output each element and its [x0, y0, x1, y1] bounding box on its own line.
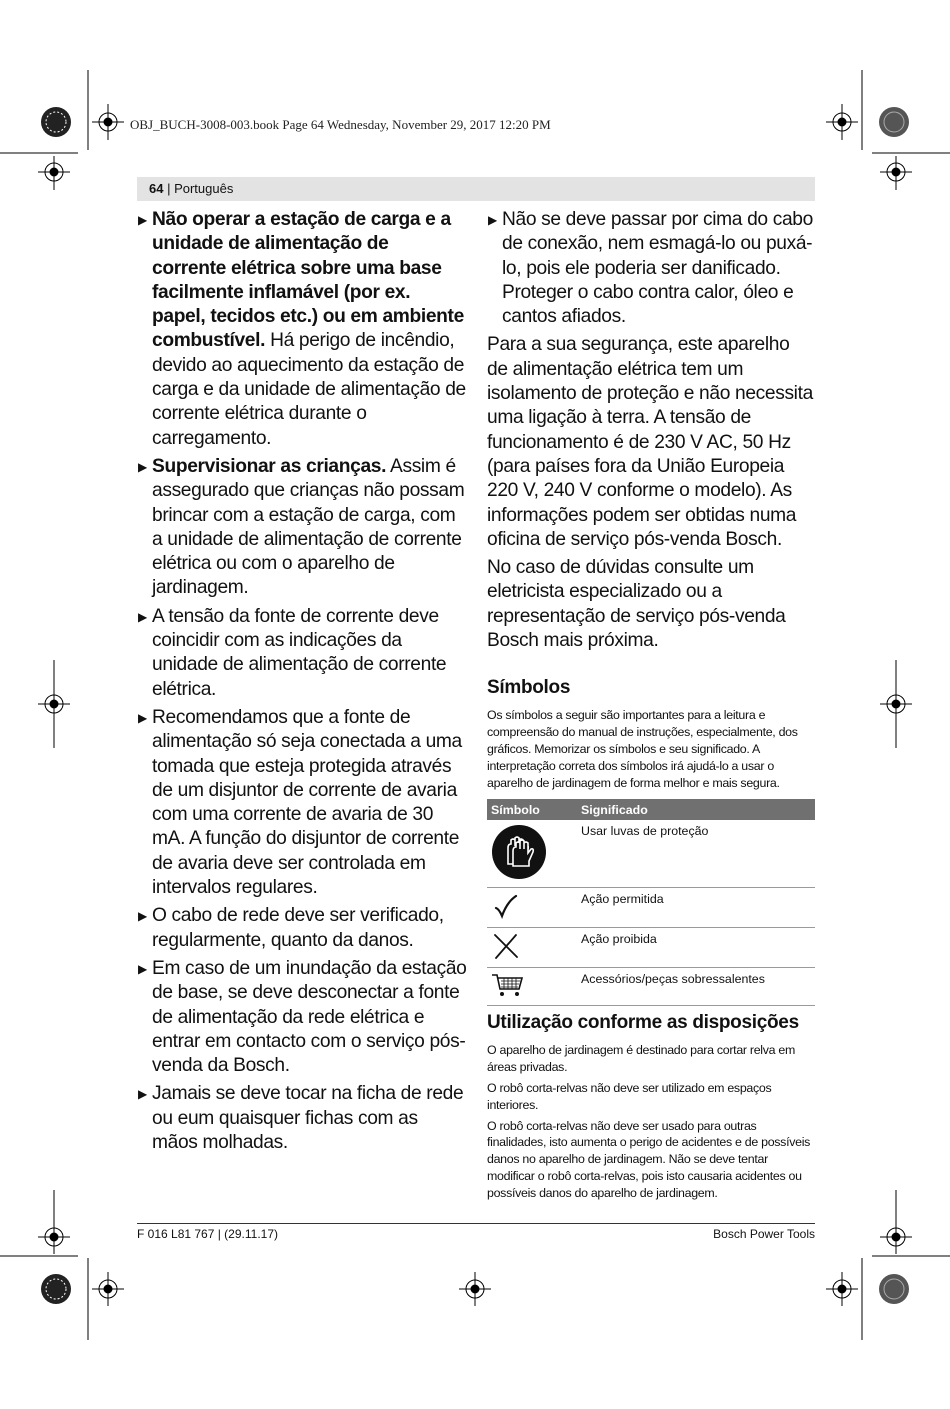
bullet-arrow-icon: ▶	[138, 609, 147, 624]
symbols-intro: Os símbolos a seguir são importantes para a leitura e compreensão do manual de instruções, especialmente, dos gráficos. Memorizar os símbolos e seu significado. A interpretação correta dos símbolos irá ajudá-lo a usar o aparelho de jardinagem de forma melhor e mais segura.	[487, 708, 798, 790]
bullet-text: Há perigo de incêndio, devido ao aquecimento da estação de carga e da unidade de alimentação de corrente elétrica durante o carregamento.	[152, 330, 466, 449]
table-row	[487, 888, 815, 928]
bullet-text: A tensão da fonte de corrente deve coincidir com as indicações da unidade de alimentação de corrente elétrica.	[152, 605, 447, 700]
bullet-text: Não se deve passar por cima do cabo de conexão, nem esmagá-lo ou puxá-lo, pois ele poderia ser danificado. Proteger o cabo contra calor, óleo e cantos afiados.	[502, 209, 813, 328]
safety-bullet	[137, 1082, 467, 1155]
bullet-text: O cabo de rede deve ser verificado, regularmente, quanto da danos.	[152, 905, 444, 951]
intended-use-paragraph: O robô corta-relvas não deve ser usado para outras finalidades, isto aumenta o perigo de acidentes e de possíveis danos no aparelho de jardinagem. Não se deve tentar modificar o robô corta-relvas, pois isto causaria acidentes ou possíveis danos do aparelho de jardinagem.	[487, 1118, 811, 1200]
page-number: 64	[149, 181, 164, 196]
shopping-cart-icon	[491, 972, 525, 998]
symbols-heading: Símbolos	[487, 677, 571, 699]
table-row	[487, 820, 815, 888]
safety-bullet	[137, 957, 467, 1078]
bullet-bold-text: Não operar a estação de carga e a unidade de alimentação de corrente elétrica sobre uma base facilmente inflamável (por ex. papel, tecidos etc.) ou em ambiente combustível.	[152, 209, 464, 352]
safety-bullet	[137, 605, 467, 702]
bullet-arrow-icon: ▶	[138, 961, 147, 976]
safety-bullet	[487, 208, 815, 329]
table-row	[487, 968, 815, 1006]
intended-use-heading: Utilização conforme as disposições	[487, 1012, 799, 1034]
safety-bullet	[137, 706, 467, 900]
safety-bullet	[137, 208, 467, 451]
safety-bullet	[137, 455, 467, 601]
print-header: OBJ_BUCH-3008-003.book Page 64 Wednesday, November 29, 2017 12:20 PM	[130, 117, 551, 132]
bullet-arrow-icon: ▶	[138, 710, 147, 725]
page-header-bar: 64 | Português	[137, 177, 815, 201]
bullet-arrow-icon: ▶	[488, 213, 497, 227]
bullet-text: Jamais se deve tocar na ficha de rede ou eum quaisquer fichas com as mãos molhadas.	[152, 1083, 464, 1153]
intended-use-paragraph: O aparelho de jardinagem é destinado para cortar relva em áreas privadas.	[487, 1043, 795, 1075]
symbol-meaning: Usar luvas de proteção	[577, 820, 815, 888]
symbol-meaning: Ação proibida	[577, 928, 815, 968]
paragraph: Para a sua segurança, este aparelho de alimentação elétrica tem um isolamento de proteção e não necessita uma ligação à terra. A tensão de funcionamento é de 230 V AC, 50 Hz (para países fora da União Europeia 220 V, 240 V conforme o modelo). As informações podem ser obtidas numa oficina de serviço pós-venda Bosch.	[487, 334, 813, 550]
column-header-meaning: Significado	[577, 799, 815, 820]
bullet-arrow-icon: ▶	[138, 459, 147, 474]
symbol-meaning: Acessórios/peças sobressalentes	[577, 968, 815, 1006]
symbol-meaning: Ação permitida	[577, 888, 815, 928]
left-column	[137, 208, 467, 1159]
footer-doc-id: F 016 L81 767 | (29.11.17)	[137, 1227, 278, 1241]
column-header-symbol: Símbolo	[487, 799, 577, 820]
intended-use-paragraph: O robô corta-relvas não deve ser utilizado em espaços interiores.	[487, 1080, 772, 1112]
right-column	[487, 208, 815, 1206]
symbols-table	[487, 799, 815, 1006]
footer-divider	[137, 1223, 815, 1224]
bullet-text: Assim é assegurado que crianças não possam brincar com a estação de carga, com a unidade de alimentação de corrente elétrica ou com o aparelho de jardinagem.	[152, 455, 465, 599]
safety-bullet	[137, 904, 467, 953]
page-language: Português	[174, 181, 234, 196]
footer-brand: Bosch Power Tools	[713, 1227, 815, 1241]
bullet-bold-text: Supervisionar as crianças.	[152, 455, 387, 477]
bullet-arrow-icon: ▶	[138, 909, 147, 924]
bullet-arrow-icon: ▶	[138, 213, 147, 227]
table-row	[487, 928, 815, 968]
paragraph: No caso de dúvidas consulte um eletricista especializado ou a representação de serviço pós-venda Bosch mais próxima.	[487, 557, 786, 652]
bullet-arrow-icon: ▶	[138, 1087, 147, 1102]
checkmark-icon	[491, 892, 521, 920]
bullet-text: Recomendamos que a fonte de alimentação só seja conectada a uma tomada que esteja protegida através de um disjuntor de corrente de avaria com uma corrente de avaria de 30 mA. A função do disjuntor de corrente de avaria deve ser controlada em intervalos regulares.	[152, 706, 462, 899]
cross-icon	[491, 932, 521, 960]
bullet-text: Em caso de um inundação da estação de base, se deve desconectar a fonte de alimentação da rede elétrica e entrar em contacto com o serviço pós-venda da Bosch.	[152, 957, 467, 1077]
gloves-icon	[491, 824, 547, 880]
